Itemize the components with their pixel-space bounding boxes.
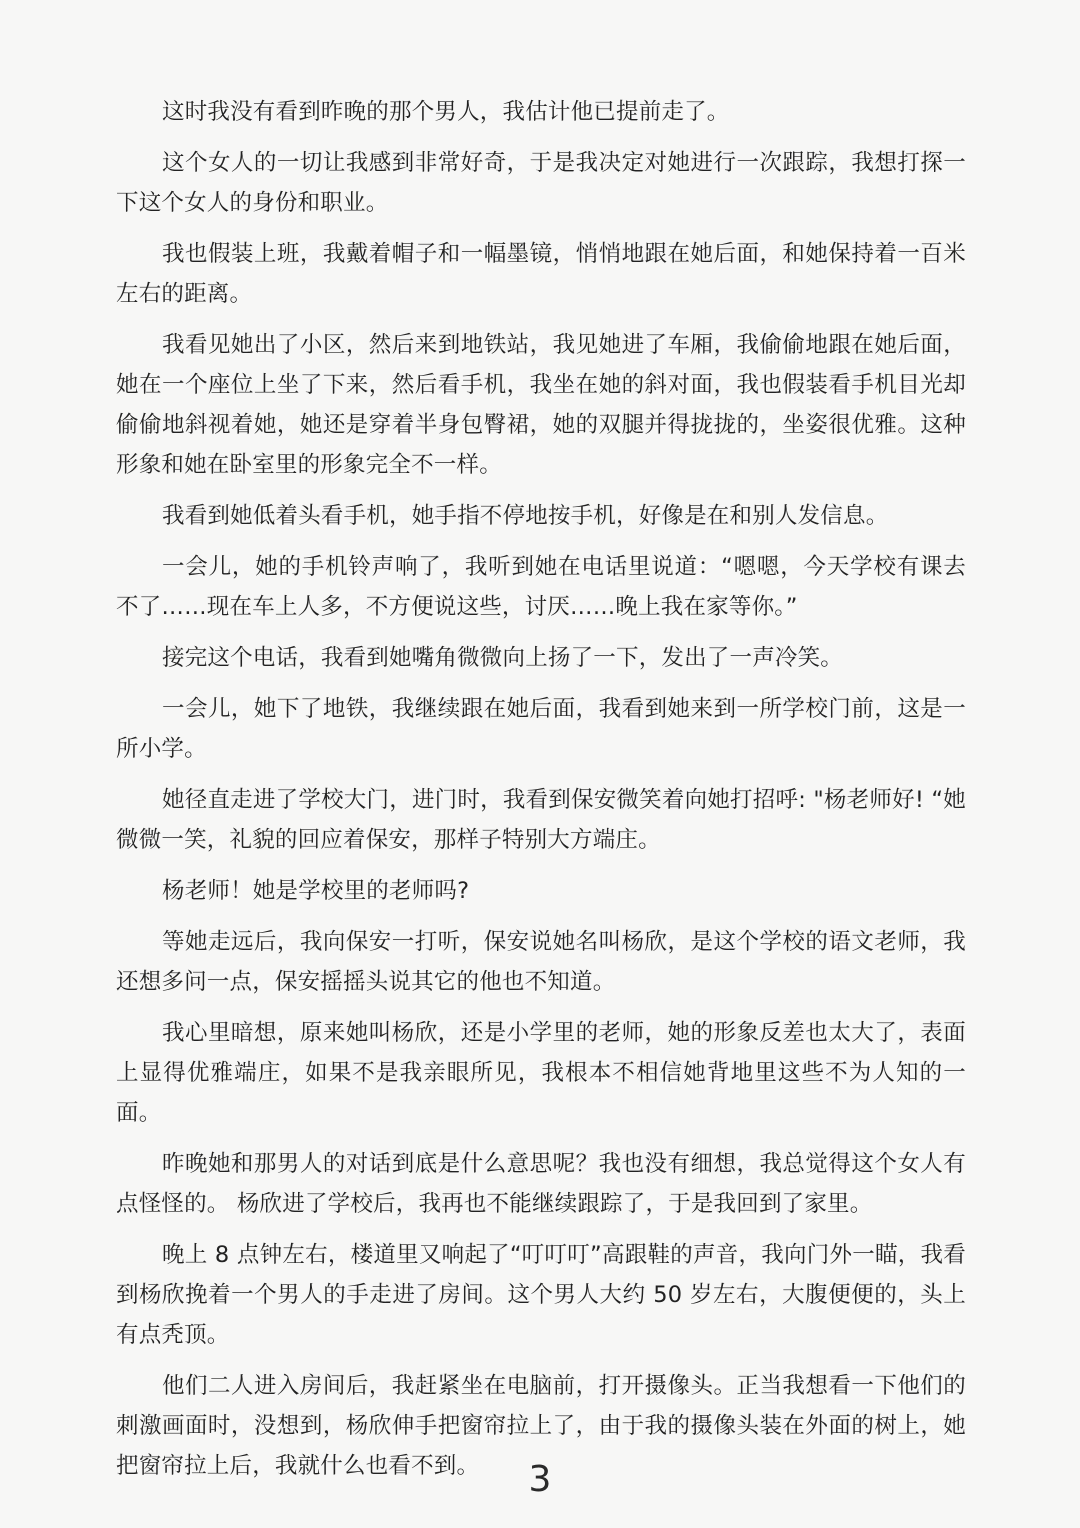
paragraph: 这个女人的一切让我感到非常好奇，于是我决定对她进行一次跟踪，我想打探一下这个女人的身份和职业。 xyxy=(116,150,966,216)
page-number: 3 xyxy=(528,1459,552,1500)
paragraph: 接完这个电话，我看到她嘴角微微向上扬了一下，发出了一声冷笑。 xyxy=(162,645,844,671)
document-body xyxy=(116,92,966,1497)
paragraph: 我看到她低着头看手机，她手指不停地按手机，好像是在和别人发信息。 xyxy=(162,503,889,529)
paragraph: 我看见她出了小区，然后来到地铁站，我见她进了车厢，我偷偷地跟在她后面，她在一个座位上坐了下来，然后看手机，我坐在她的斜对面，我也假装看手机目光却偷偷地斜视着她，她还是穿着半身包臀裙，她的双腿并得拢拢的，坐姿很优雅。这种形象和她在卧室里的形象完全不一样。 xyxy=(116,332,966,478)
paragraph: 晚上 8 点钟左右，楼道里又响起了“叮叮叮”高跟鞋的声音，我向门外一瞄，我看到杨欣挽着一个男人的手走进了房间。这个男人大约 50 岁左右，大腹便便的，头上有点秃顶。 xyxy=(116,1242,966,1348)
paragraph: 等她走远后，我向保安一打听，保安说她名叫杨欣，是这个学校的语文老师，我还想多问一点，保安摇摇头说其它的他也不知道。 xyxy=(116,929,966,995)
paragraph: 她径直走进了学校大门，进门时，我看到保安微笑着向她打招呼: "杨老师好! “她微微一笑，礼貌的回应着保安，那样子特别大方端庄。 xyxy=(116,787,966,853)
paragraph: 昨晚她和那男人的对话到底是什么意思呢？我也没有细想，我总觉得这个女人有点怪怪的。 杨欣进了学校后，我再也不能继续跟踪了，于是我回到了家里。 xyxy=(116,1151,966,1217)
paragraph: 一会儿，她的手机铃声响了，我听到她在电话里说道：“嗯嗯，今天学校有课去不了……现在车上人多，不方便说这些，讨厌……晚上我在家等你。” xyxy=(116,554,966,620)
paragraph: 他们二人进入房间后，我赶紧坐在电脑前，打开摄像头。正当我想看一下他们的刺激画面时，没想到，杨欣伸手把窗帘拉上了，由于我的摄像头装在外面的树上，她把窗帘拉上后，我就什么也看不到。 xyxy=(116,1373,966,1479)
paragraph: 杨老师！她是学校里的老师吗? xyxy=(162,878,470,904)
paragraph: 这时我没有看到昨晚的那个男人，我估计他已提前走了。 xyxy=(162,99,730,125)
paragraph: 一会儿，她下了地铁，我继续跟在她后面，我看到她来到一所学校门前，这是一所小学。 xyxy=(116,696,966,762)
paragraph: 我心里暗想，原来她叫杨欣，还是小学里的老师，她的形象反差也太大了，表面上显得优雅端庄，如果不是我亲眼所见，我根本不相信她背地里这些不为人知的一面。 xyxy=(116,1020,966,1126)
paragraph: 我也假装上班，我戴着帽子和一幅墨镜，悄悄地跟在她后面，和她保持着一百米左右的距离。 xyxy=(116,241,966,307)
